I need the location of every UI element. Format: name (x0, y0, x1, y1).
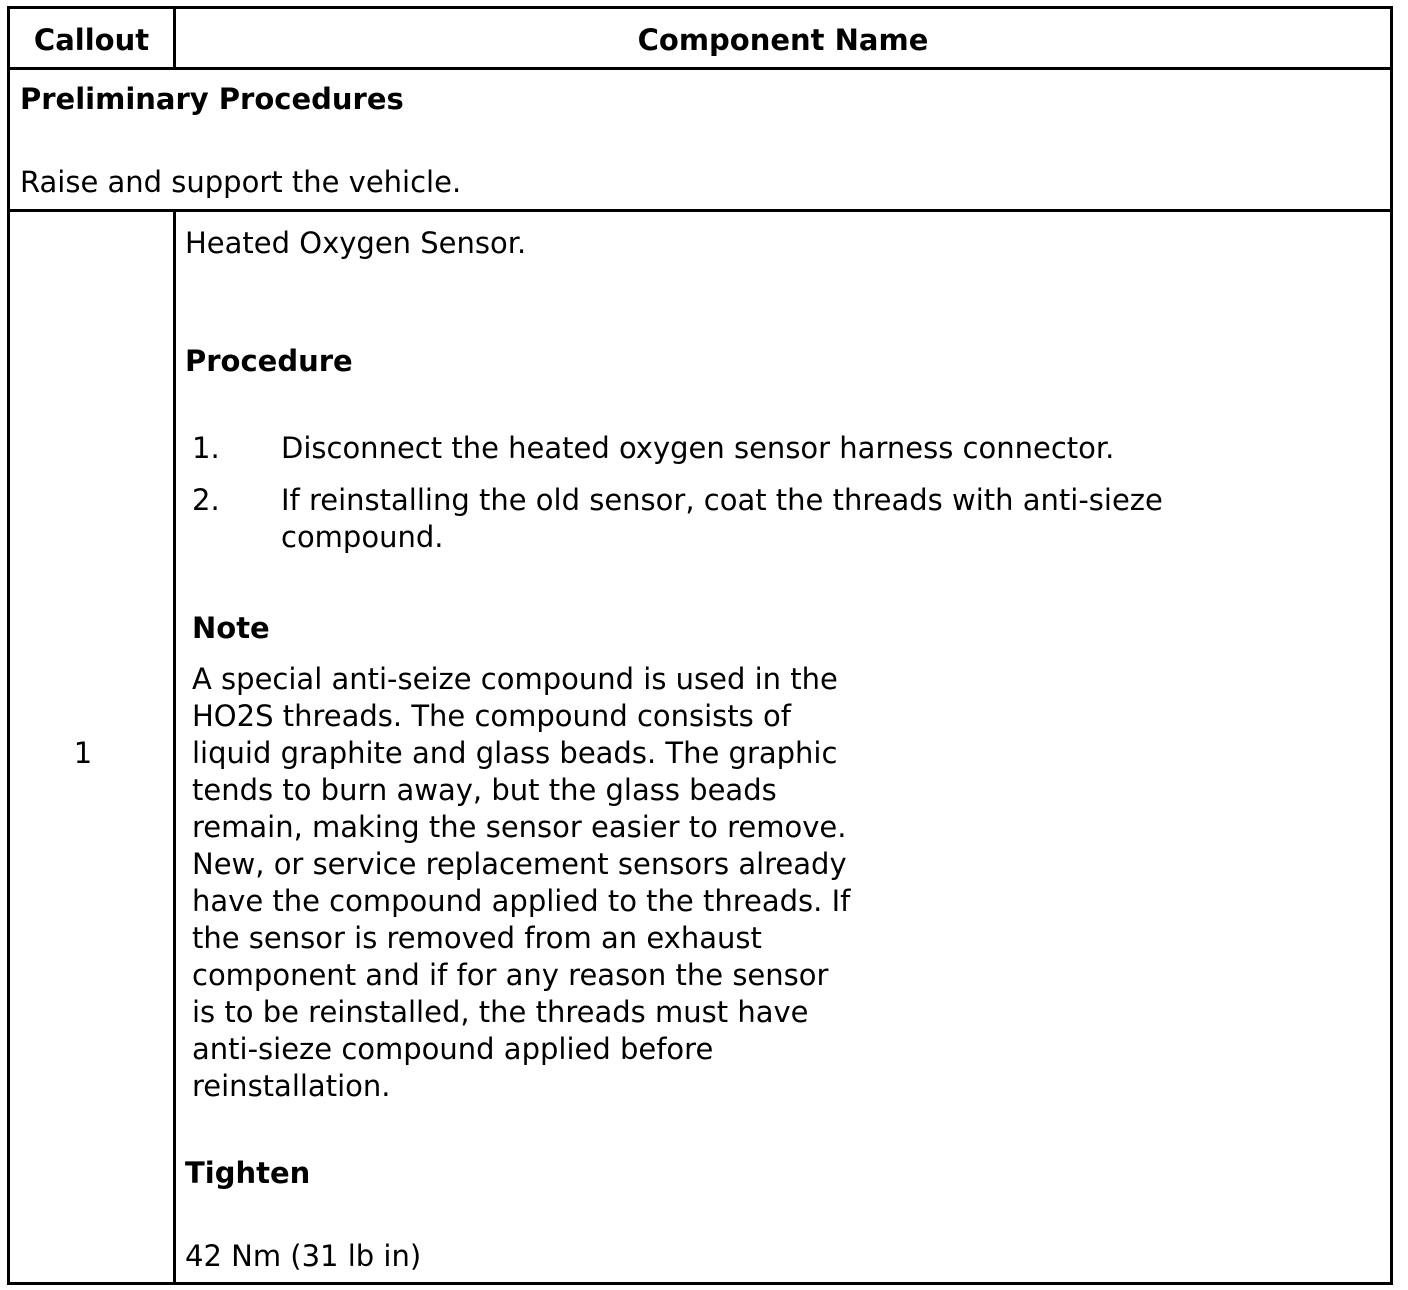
row-component: Heated Oxygen Sensor. (185, 226, 527, 260)
step-number: 2. (192, 483, 220, 517)
note-line: liquid graphite and glass beads. The graphic (192, 736, 838, 770)
header-divider (10, 67, 1390, 70)
column-divider-body (173, 209, 176, 1282)
step-text: Disconnect the heated oxygen sensor harness connector. (281, 431, 1115, 465)
step-text: If reinstalling the old sensor, coat the threads with anti-sieze (281, 483, 1163, 517)
note-line: the sensor is removed from an exhaust (192, 921, 762, 955)
procedure-title: Procedure (185, 344, 353, 378)
note-line: is to be reinstalled, the threads must have (192, 995, 809, 1029)
note-line: HO2S threads. The compound consists of (192, 699, 791, 733)
header-component-name: Component Name (637, 23, 929, 57)
component-table (7, 6, 1393, 1285)
row-callout: 1 (73, 736, 93, 770)
note-line: tends to burn away, but the glass beads (192, 773, 777, 807)
preliminary-title: Preliminary Procedures (20, 82, 404, 116)
header-callout: Callout (33, 23, 150, 57)
tighten-title: Tighten (185, 1156, 311, 1190)
note-line: remain, making the sensor easier to remove. (192, 810, 847, 844)
step-text: compound. (281, 520, 444, 554)
preliminary-text: Raise and support the vehicle. (20, 165, 462, 199)
note-line: component and if for any reason the sensor (192, 958, 829, 992)
note-line: A special anti-seize compound is used in the (192, 662, 838, 696)
note-line: reinstallation. (192, 1069, 391, 1103)
step-number: 1. (192, 431, 220, 465)
note-line: New, or service replacement sensors already (192, 847, 847, 881)
note-line: have the compound applied to the threads. If (192, 884, 851, 918)
note-line: anti-sieze compound applied before (192, 1032, 714, 1066)
preliminary-divider (10, 209, 1390, 212)
note-title: Note (192, 611, 270, 645)
tighten-value: 42 Nm (31 lb in) (185, 1239, 422, 1273)
